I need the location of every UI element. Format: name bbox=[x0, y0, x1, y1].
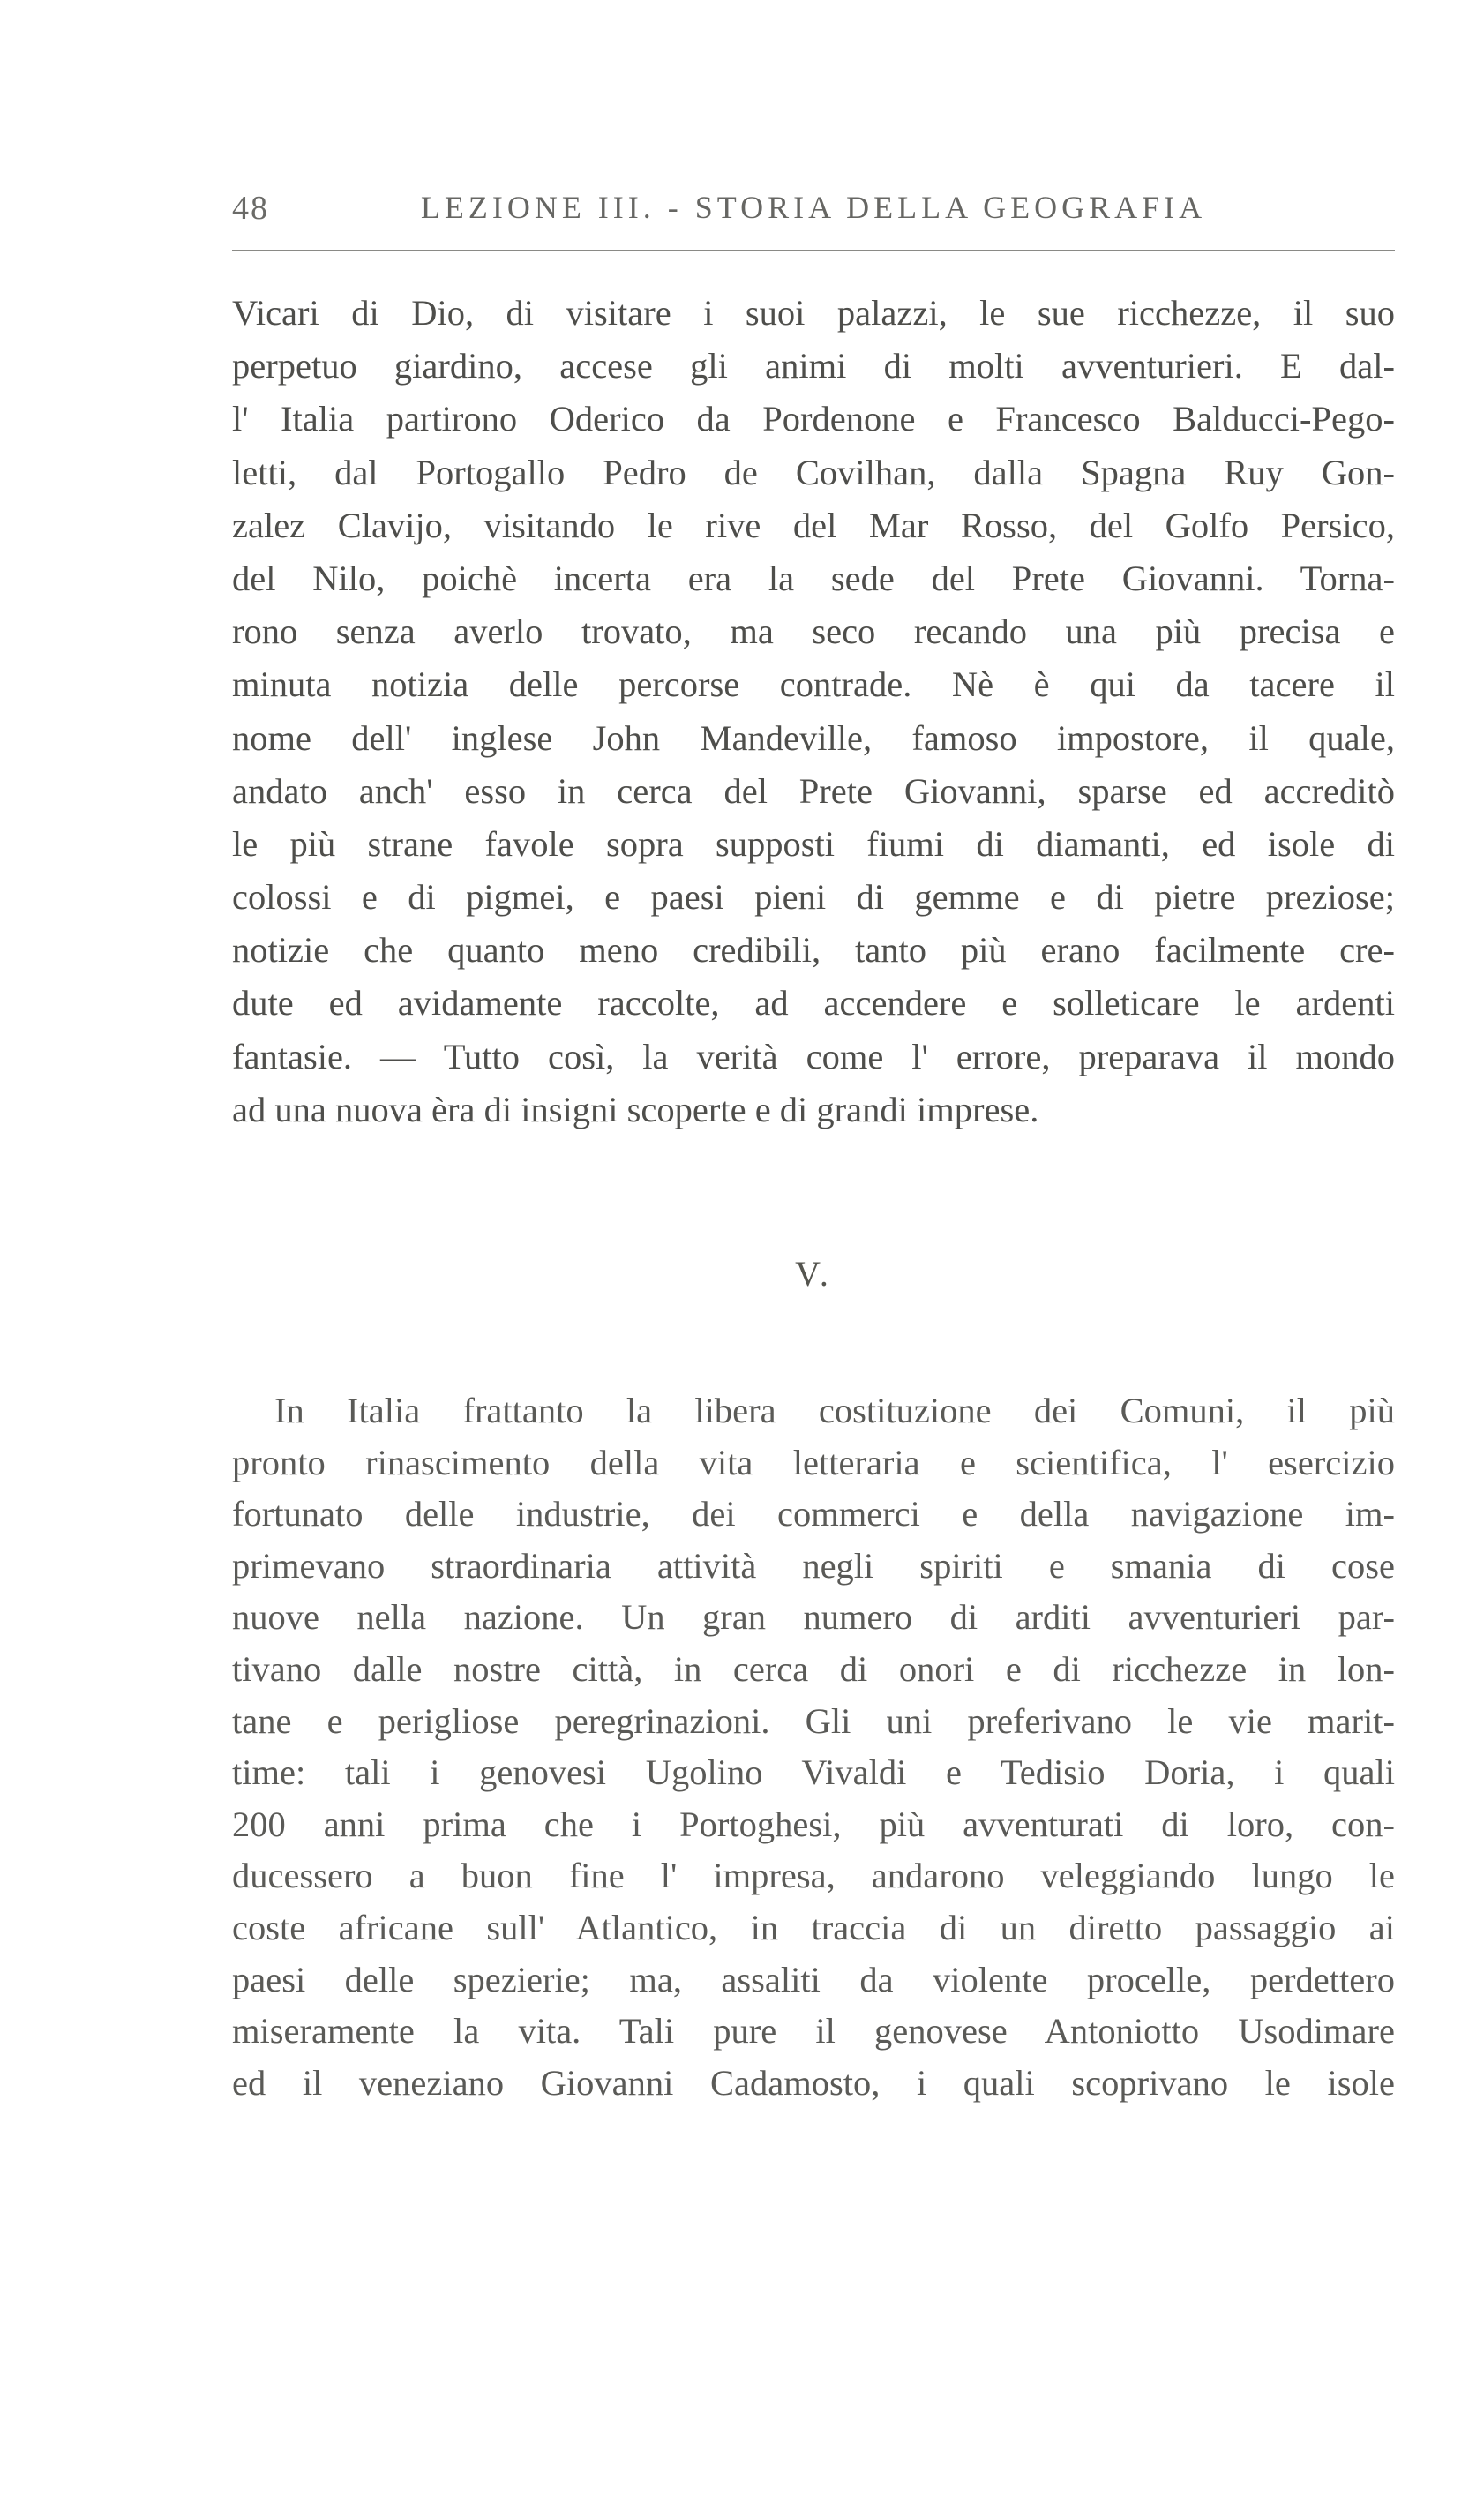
text-line: tivano dalle nostre città, in cerca di onori e di ricchezze in lon- bbox=[232, 1648, 1395, 1689]
text-line: time: tali i genovesi Ugolino Vivaldi e Tedisio Doria, i quali bbox=[232, 1752, 1395, 1793]
text-line: fortunato delle industrie, dei commerci e della navigazione im- bbox=[232, 1494, 1395, 1534]
paragraph-continued bbox=[232, 287, 1395, 1136]
text-line: primevano straordinaria attività negli spiriti e smania di cose bbox=[232, 1545, 1395, 1586]
text-line: Vicari di Dio, di visitare i suoi palazzi, le sue ricchezze, il suo bbox=[232, 293, 1395, 333]
text-line: minuta notizia delle percorse contrade. Nè è qui da tacere il bbox=[232, 664, 1395, 705]
text-line: dute ed avidamente raccolte, ad accendere e solleticare le ardenti bbox=[232, 983, 1395, 1024]
page-number: 48 bbox=[232, 190, 269, 227]
text-line: andato anch' esso in cerca del Prete Giovanni, sparse ed accreditò bbox=[232, 770, 1395, 811]
paragraph-section-v bbox=[232, 1385, 1395, 2109]
header-rule bbox=[232, 250, 1395, 251]
text-line: fantasie. — Tutto così, la verità come l' errore, preparava il mondo bbox=[232, 1036, 1395, 1076]
running-head bbox=[232, 173, 1395, 236]
text-line: ad una nuova èra di insigni scoperte e di grandi imprese. bbox=[232, 1089, 1039, 1129]
text-line: l' Italia partirono Oderico da Pordenone e Francesco Balducci-Pego- bbox=[232, 399, 1395, 439]
text-line: perpetuo giardino, accese gli animi di molti avventurieri. E dal- bbox=[232, 346, 1395, 386]
text-line: coste africane sull' Atlantico, in traccia di un diretto passaggio ai bbox=[232, 1907, 1395, 1947]
text-line: pronto rinascimento della vita letteraria e scientifica, l' esercizio bbox=[232, 1442, 1395, 1482]
text-line: zalez Clavijo, visitando le rive del Mar Rosso, del Golfo Persico, bbox=[232, 505, 1395, 545]
text-line: paesi delle spezierie; ma, assaliti da violente procelle, perdettero bbox=[232, 1959, 1395, 1999]
text-line: miseramente la vita. Tali pure il genovese Antoniotto Usodimare bbox=[232, 2011, 1395, 2052]
text-line: del Nilo, poichè incerta era la sede del Prete Giovanni. Torna- bbox=[232, 558, 1395, 598]
text-line: In Italia frattanto la libera costituzione dei Comuni, il più bbox=[274, 1391, 1395, 1430]
text-line: ed il veneziano Giovanni Cadamosto, i quali scoprivano le isole bbox=[232, 2062, 1395, 2103]
text-line: tane e perigliose peregrinazioni. Gli uni preferivano le vie marit- bbox=[232, 1700, 1395, 1741]
text-line: nuove nella nazione. Un gran numero di arditi avventurieri par- bbox=[232, 1597, 1395, 1638]
text-line: le più strane favole sopra supposti fiumi di diamanti, ed isole di bbox=[232, 823, 1395, 864]
text-line: letti, dal Portogallo Pedro de Covilhan, dalla Spagna Ruy Gon- bbox=[232, 452, 1395, 492]
text-line: notizie che quanto meno credibili, tanto più erano facilmente cre- bbox=[232, 930, 1395, 971]
text-line: colossi e di pigmei, e paesi pieni di gemme e di pietre preziose; bbox=[232, 877, 1395, 918]
running-title: LEZIONE III. - STORIA DELLA GEOGRAFIA bbox=[420, 190, 1207, 225]
text-line: nome dell' inglese John Mandeville, famoso impostore, il quale, bbox=[232, 717, 1395, 758]
text-line: ducessero a buon fine l' impresa, andarono veleggiando lungo le bbox=[232, 1856, 1395, 1896]
section-heading: V. bbox=[795, 1254, 832, 1294]
text-line: rono senza averlo trovato, ma seco recando una più precisa e bbox=[232, 611, 1395, 652]
text-line: 200 anni prima che i Portoghesi, più avventurati di loro, con- bbox=[232, 1804, 1395, 1844]
